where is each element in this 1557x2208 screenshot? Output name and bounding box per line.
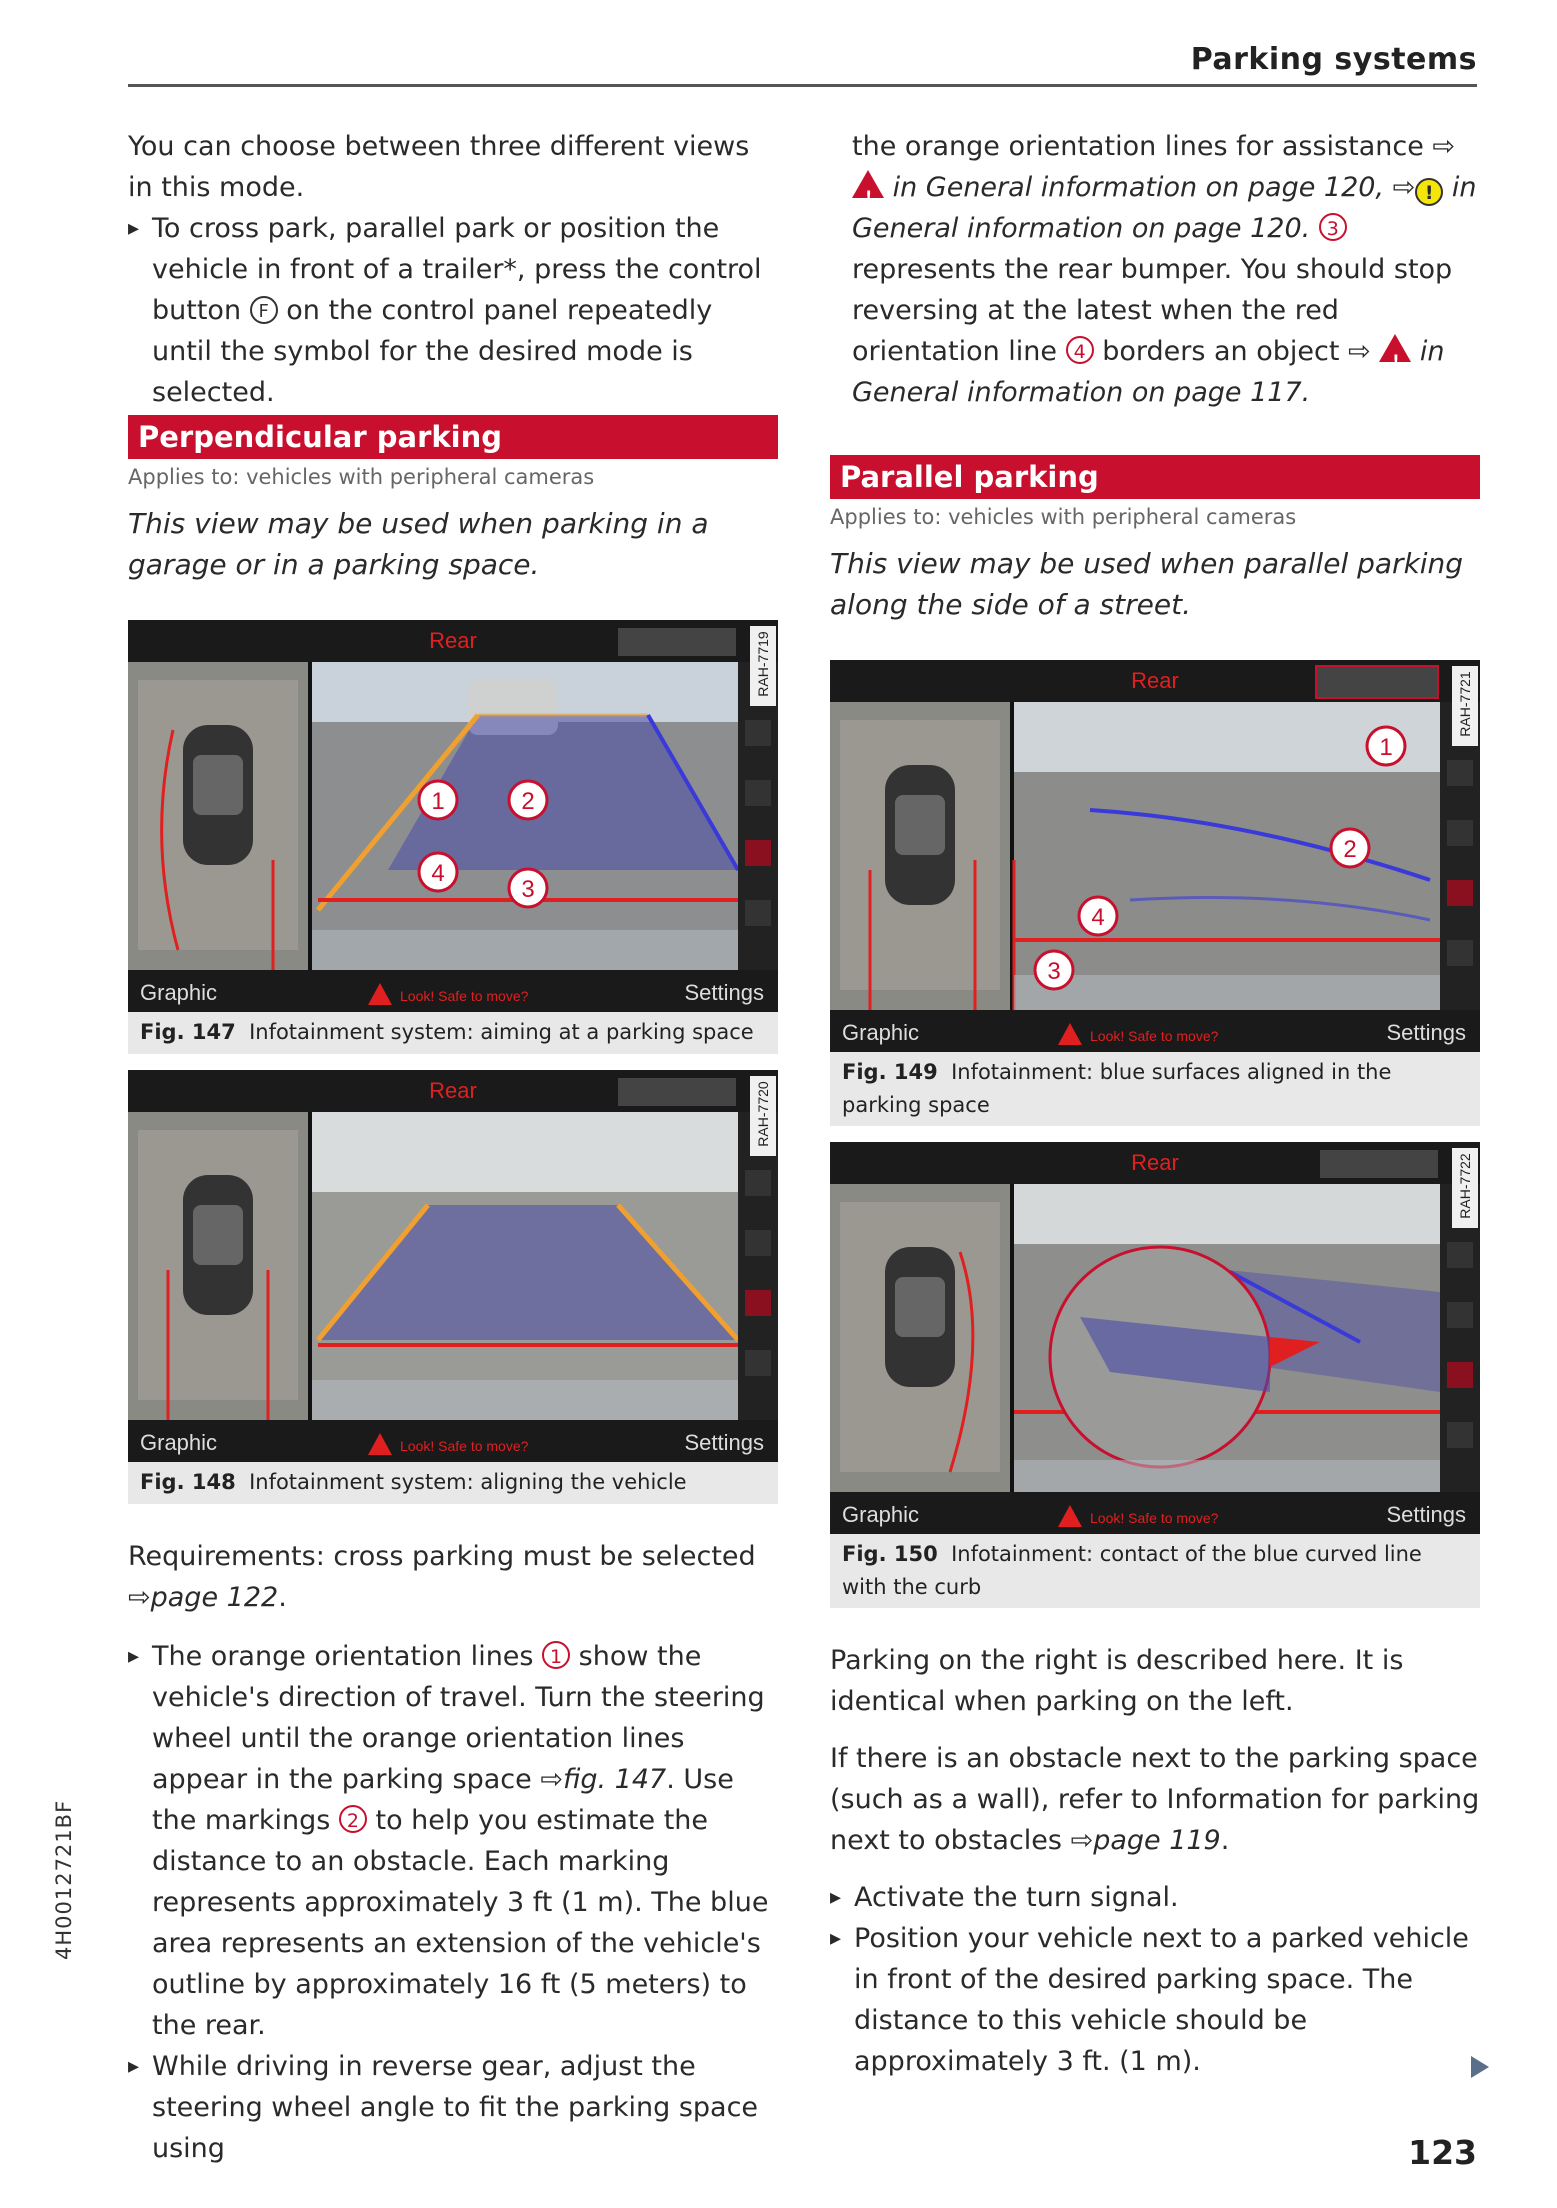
- intro-paragraph: You can choose between three different views in this mode.: [128, 131, 750, 203]
- ref-general-info-2[interactable]: in General information on page 120.: [852, 172, 1477, 244]
- marker-3: 3: [1047, 958, 1061, 985]
- warning-triangle-icon: [1379, 334, 1411, 362]
- applies-to-perpendicular: Applies to: vehicles with peripheral cameras: [128, 465, 595, 489]
- screen-settings-label: Settings: [684, 980, 764, 1005]
- section-title-parallel: Parallel parking: [830, 455, 1480, 499]
- arrow-right-icon: ⇨: [128, 1582, 151, 1613]
- figure-code: RAH-7721: [1457, 671, 1473, 737]
- ref-general-info-1[interactable]: in General information on page 120,: [892, 172, 1385, 203]
- fig-ref-link[interactable]: fig. 147: [562, 1764, 667, 1795]
- figure-147: [128, 620, 778, 1054]
- screen-warning: Look! Safe to move?: [400, 1438, 529, 1454]
- intro-perpendicular: This view may be used when parking in a garage or in a parking space.: [128, 507, 709, 581]
- bullet-position-vehicle: ▸ Position your vehicle next to a parked vehicle in front of the desired parking space. The distance to this vehicle should be approximately 3 ft. (1 m).: [830, 1918, 1480, 2082]
- figure-code: RAH-7719: [755, 631, 771, 697]
- callout-3-icon: 3: [1319, 213, 1347, 241]
- camera-screen-147: [128, 620, 778, 1012]
- figure-149: [830, 660, 1480, 1126]
- left-column-top: [128, 126, 778, 413]
- camera-screen-150: [830, 1142, 1480, 1534]
- marker-2: 2: [1343, 836, 1357, 863]
- screen-graphic-label: Graphic: [140, 980, 218, 1005]
- callout-1-icon: 1: [542, 1641, 570, 1669]
- marker-2: 2: [521, 788, 535, 815]
- ref-general-info-3[interactable]: in General information on page 117.: [852, 336, 1445, 408]
- section-perpendicular: [128, 415, 778, 585]
- page-ref-link[interactable]: page 122: [150, 1582, 279, 1613]
- bullet-reverse-gear: ▸ While driving in reverse gear, adjust the steering wheel angle to fit the parking space using: [128, 2046, 778, 2169]
- continue-arrow-icon: [1471, 2056, 1489, 2078]
- obstacle-paragraph: If there is an obstacle next to the parking space (such as a wall), refer to Information for parking next to obstacles ⇨page 119.: [830, 1743, 1480, 1856]
- right-column-bottom: [830, 1640, 1480, 2082]
- arrow-right-icon: ⇨: [1070, 1825, 1094, 1856]
- marker-1: 1: [431, 788, 445, 815]
- bullet-turn-signal: ▸ Activate the turn signal.: [830, 1877, 1480, 1918]
- left-column-bottom: [128, 1536, 778, 2169]
- screen-title: Rear: [429, 1078, 477, 1103]
- section-parallel: [830, 455, 1480, 625]
- marker-4: 4: [1091, 904, 1105, 931]
- document-code: 4H0012721BF: [52, 1799, 76, 1960]
- note-exclamation-icon: !: [1415, 178, 1443, 206]
- camera-screen-148: [128, 1070, 778, 1462]
- screen-graphic-label: Graphic: [842, 1502, 920, 1527]
- figure-caption-150: Fig. 150 Infotainment: contact of the blue curved line with the curb: [842, 1542, 1422, 1599]
- arrow-right-icon: ⇨: [1348, 336, 1371, 367]
- right-column-top: [852, 126, 1480, 413]
- intro-parallel: This view may be used when parallel parking along the side of a street.: [830, 547, 1464, 621]
- screen-settings-label: Settings: [1386, 1502, 1466, 1527]
- screen-warning: Look! Safe to move?: [1090, 1028, 1219, 1044]
- camera-screen-149: [830, 660, 1480, 1052]
- marker-4: 4: [431, 860, 445, 887]
- figure-148: [128, 1070, 778, 1504]
- figure-caption-149: Fig. 149 Infotainment: blue surfaces aligned in the parking space: [842, 1060, 1392, 1117]
- page-number: 123: [1408, 2133, 1477, 2172]
- page-ref-link[interactable]: page 119: [1093, 1825, 1221, 1856]
- arrow-right-icon: ⇨: [1432, 131, 1456, 162]
- arrow-right-icon: ⇨: [1392, 172, 1416, 203]
- marker-1: 1: [1379, 734, 1393, 761]
- figure-code: RAH-7720: [755, 1081, 771, 1147]
- screen-warning: Look! Safe to move?: [1090, 1510, 1219, 1526]
- screen-settings-label: Settings: [684, 1430, 764, 1455]
- arrow-right-icon: ⇨: [540, 1764, 563, 1795]
- figure-150: [830, 1142, 1480, 1608]
- requirements-paragraph: Requirements: cross parking must be selected ⇨page 122.: [128, 1541, 756, 1613]
- applies-to-parallel: Applies to: vehicles with peripheral cameras: [830, 505, 1297, 529]
- figure-caption-148: Fig. 148 Infotainment system: aligning the vehicle: [140, 1470, 687, 1494]
- screen-title: Rear: [1131, 1150, 1179, 1175]
- screen-warning: Look! Safe to move?: [400, 988, 529, 1004]
- control-button-f-icon: F: [250, 296, 278, 324]
- callout-4-icon: 4: [1066, 336, 1094, 364]
- bullet-cross-park: ▸ To cross park, parallel park or position the vehicle in front of a trailer*, press the control button F on the control panel repeatedly until the symbol for the desired mode is selected.: [128, 208, 778, 413]
- figure-code: RAH-7722: [1457, 1153, 1473, 1219]
- section-title-perpendicular: Perpendicular parking: [128, 415, 778, 459]
- figure-caption-147: Fig. 147 Infotainment system: aiming at a parking space: [140, 1020, 754, 1044]
- bullet-orange-lines: ▸ The orange orientation lines 1 show the vehicle's direction of travel. Turn the steering wheel until the orange orientation lines appear in the parking space ⇨fig. 147. Use the markings 2 to help you estimate the distance to an obstacle. Each marking represents approximately 3 ft (1 m). The blue area represents an extension of the vehicle's outline by approximately 16 ft (5 meters) to the rear.: [128, 1636, 778, 2046]
- screen-graphic-label: Graphic: [842, 1020, 920, 1045]
- header-rule: [128, 84, 1477, 87]
- screen-title: Rear: [1131, 668, 1179, 693]
- screen-title: Rear: [429, 628, 477, 653]
- page-header-title: Parking systems: [1190, 42, 1477, 77]
- continued-paragraph: the orange orientation lines for assistance ⇨ ! in General information on page 120, ⇨ ! in General information on page 120. 3 represents the rear bumper. You should stop reversing at the latest when the red orientation line 4 borders an object ⇨ ! in General information on page 117.: [852, 126, 1480, 413]
- warning-triangle-icon: [852, 170, 884, 198]
- screen-settings-label: Settings: [1386, 1020, 1466, 1045]
- screen-graphic-label: Graphic: [140, 1430, 218, 1455]
- callout-2-icon: 2: [339, 1805, 367, 1833]
- marker-3: 3: [521, 876, 535, 903]
- parking-right-paragraph: Parking on the right is described here. It is identical when parking on the left.: [830, 1645, 1404, 1717]
